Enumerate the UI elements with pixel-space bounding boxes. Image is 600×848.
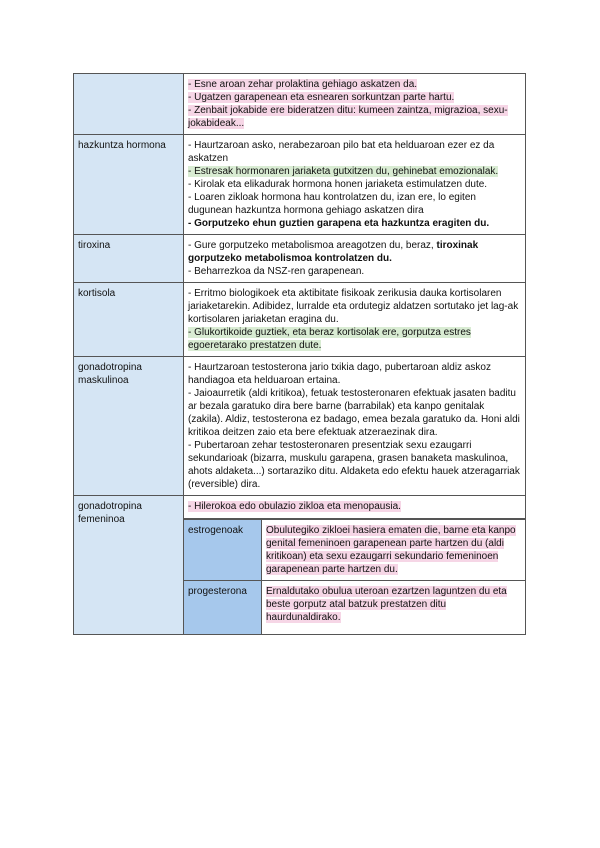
subrow-label-estrogenoak: estrogenoak xyxy=(184,520,262,581)
text-line: - Hilerokoa edo obulazio zikloa eta menopausia. xyxy=(188,501,401,512)
nested-hormone-table xyxy=(184,519,525,634)
row-content-cell xyxy=(184,496,526,635)
table-row xyxy=(74,283,526,357)
text-line-bold: tiroxinak gorputzeko metabolismoa kontrolatzen du. xyxy=(188,240,479,264)
row-content-cell xyxy=(184,135,526,235)
row-label-cell xyxy=(74,74,184,135)
row-label-tiroxina: tiroxina xyxy=(74,235,184,283)
table-row xyxy=(74,496,526,635)
row-label-gonadotropina-maskulinoa: gonadotropina maskulinoa xyxy=(74,357,184,496)
row-label-hazkuntza-hormona: hazkuntza hormona xyxy=(74,135,184,235)
subtable-row xyxy=(184,520,525,581)
table-row xyxy=(74,235,526,283)
row-content-cell xyxy=(184,283,526,357)
text-line: - Kirolak eta elikadurak hormona honen jariaketa estimulatzen dute. xyxy=(188,179,488,190)
text-line: - Gure gorputzeko metabolismoa areagotzen du, beraz, xyxy=(188,240,437,251)
text-line: - Haurtzaroan asko, nerabezaroan pilo bat eta helduaroan ezer ez da askatzen xyxy=(188,140,495,164)
row-content-cell xyxy=(184,235,526,283)
text-line-bold: - Gorputzeko ehun guztien garapena eta hazkuntza eragiten du. xyxy=(188,218,490,229)
table-row xyxy=(74,74,526,135)
row-content-cell xyxy=(184,74,526,135)
text-line: - Jaioaurretik (aldi kritikoa), fetuak testosteronaren efektuak jasaten baditu ar bezala garatuko dira bere barne (barrabilak) eta kanpo genitalak (zakila). Aldiz, testosterona ez badago, emea bezala garatuko da. Honi aldi kritikoa deitzen zaio eta bere efektuak atzeraezinak dira. xyxy=(188,388,520,438)
row-content-cell xyxy=(184,357,526,496)
text-line: - Ugatzen garapenean eta esnearen sorkuntzan parte hartu. xyxy=(188,92,455,103)
text-line: - Estresak hormonaren jariaketa gutxitzen du, gehinebat emozionalak. xyxy=(188,166,499,177)
text-line: - Glukortikoide guztiek, eta beraz kortisolak ere, gorputza estres egoeretarako prestatzen dute. xyxy=(188,327,471,351)
subrow-label-progesterona: progesterona xyxy=(184,581,262,635)
table-row xyxy=(74,135,526,235)
text-line: Ernaldutako obulua uteroan ezartzen laguntzen du eta beste gorputz atal batzuk prestatzen ditu haurdunaldirako. xyxy=(266,586,507,623)
text-line: - Beharrezkoa da NSZ-ren garapenean. xyxy=(188,266,365,277)
subrow-content xyxy=(262,581,526,635)
text-line: - Loaren zikloak hormona hau kontrolatzen du, izan ere, lo egiten dugunean hazkuntza hormona gehiago askatzen dira xyxy=(188,192,476,216)
text-line: - Esne aroan zehar prolaktina gehiago askatzen da. xyxy=(188,79,418,90)
hormone-table xyxy=(73,73,526,635)
text-line: - Haurtzaroan testosterona jario txikia dago, pubertaroan aldiz askoz handiagoa eta helduaroan ertaina. xyxy=(188,362,491,386)
text-line: Obulutegiko zikloei hasiera ematen die, barne eta kanpo genital femeninoen garapenean parte hartzen du (aldi kritikoan) eta sexu ezaugarri sekundario femeninoen garapenean parte hartzen du. xyxy=(266,525,516,575)
row-label-kortisola: kortisola xyxy=(74,283,184,357)
subtable-heading xyxy=(184,496,525,519)
subtable-row xyxy=(184,581,525,635)
text-line: - Pubertaroan zehar testosteronaren presentziak sexu ezaugarri sekundarioak (bizarra, muskulu garapena, grasen banaketa maskulinoa, ahots aldaketa...) sortaraziko ditu. Aldaketa edo efektu hauek atzeragarriak (reversible) dira. xyxy=(188,440,520,490)
subrow-content xyxy=(262,520,526,581)
text-line: - Erritmo biologikoek eta aktibitate fisikoak zerikusia dauka kortisolaren jariaketarekin. Adibidez, lurralde eta ordutegiz aldatzen sortutako jet lag-ak kortisolaren jariaketan eragina du. xyxy=(188,288,519,325)
row-label-gonadotropina-femeninoa: gonadotropina femeninoa xyxy=(74,496,184,635)
table-row xyxy=(74,357,526,496)
text-line: - Zenbait jokabide ere bideratzen ditu: kumeen zaintza, migrazioa, sexu-jokabideak... xyxy=(188,105,508,129)
